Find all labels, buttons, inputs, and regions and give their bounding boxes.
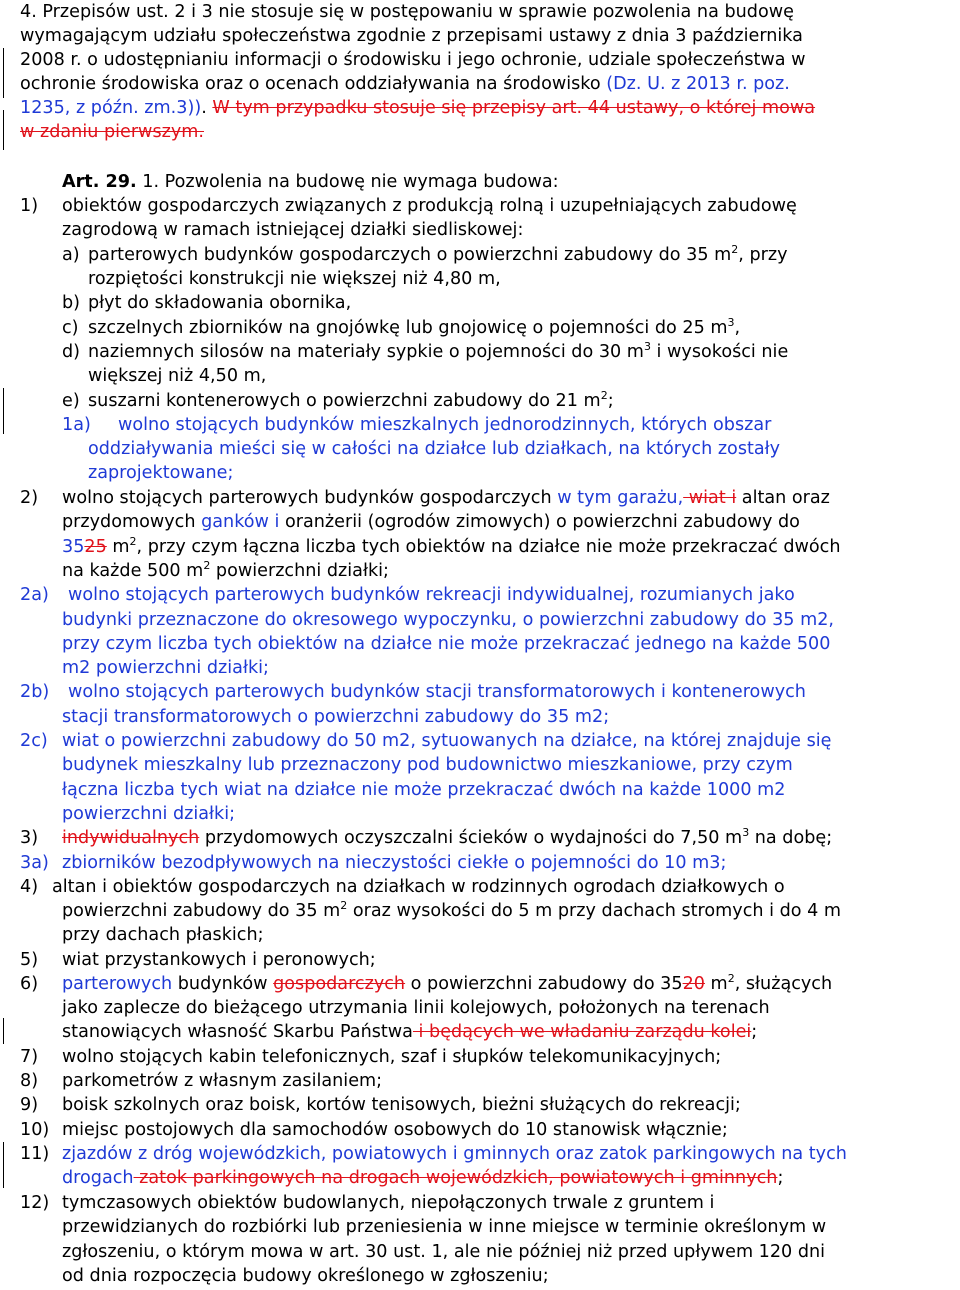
item-number: 2b)	[20, 682, 50, 702]
text-line: 1235, z późn. zm.3)). W tym przypadku stosuje się przepisy art. 44 ustawy, o której mowa	[20, 98, 816, 118]
item-number: 12)	[20, 1193, 50, 1213]
text-line: budynki przeznaczone do okresowego wypoczynku, o powierzchni zabudowy do 35 m2,	[62, 610, 834, 630]
text-line: zjazdów z dróg wojewódzkich, powiatowych i gminnych oraz zatok parkingowych na tych	[62, 1144, 847, 1164]
text-line: 4. Przepisów ust. 2 i 3 nie stosuje się w postępowaniu w sprawie pozwolenia na budowę	[20, 2, 794, 22]
text-line: ochronie środowiska oraz o ocenach oddziaływania na środowisko (Dz. U. z 2013 r. poz.	[20, 74, 790, 94]
item-number: 8)	[20, 1071, 39, 1091]
item-number: a)	[62, 245, 80, 265]
text-line: zbiorników bezodpływowych na nieczystości ciekłe o pojemności do 10 m3;	[62, 853, 727, 873]
text-line: przydomowych ganków i oranżerii (ogrodów zimowych) o powierzchni zabudowy do	[62, 512, 800, 532]
text-line: zaprojektowane;	[88, 463, 234, 483]
text-line: zagrodową w ramach istniejącej działki siedliskowej:	[62, 220, 524, 240]
item-number: 11)	[20, 1144, 50, 1164]
text-line: na każde 500 $m^2$ powierzchni działki;	[62, 559, 389, 581]
item-number: 10)	[20, 1120, 50, 1140]
change-bar	[3, 1018, 4, 1044]
item-number: 1)	[20, 196, 39, 216]
text-line: większej niż 4,50 m,	[88, 366, 267, 386]
text-line: od dnia rozpoczęcia budowy określonego w zgłoszeniu;	[62, 1266, 549, 1286]
change-bar	[3, 1142, 4, 1188]
text-line: parkometrów z własnym zasilaniem;	[62, 1071, 383, 1091]
item-number: 9)	[20, 1095, 39, 1115]
item-number: b)	[62, 293, 81, 313]
text-line: stacji transformatorowych o powierzchni zabudowy do 35 m2;	[62, 707, 610, 727]
text-line: łączna liczba tych wiat na działce nie może przekraczać dwóch na każde 1000 m2	[62, 780, 786, 800]
text-line: budynek mieszkalny lub przeznaczony pod budownictwo mieszkaniowe, przy czym	[62, 755, 793, 775]
article-heading: Art. 29. 1. Pozwolenia na budowę nie wymaga budowa:	[62, 172, 559, 192]
item-number: c)	[62, 318, 79, 338]
text-line: altan i obiektów gospodarczych na działkach w rodzinnych ogrodach działkowych o	[52, 877, 785, 897]
item-number: 7)	[20, 1047, 39, 1067]
item-number: 1a)	[62, 415, 91, 435]
text-line: rozpiętości konstrukcji nie większej niż 4,80 m,	[88, 269, 501, 289]
item-number: 3a)	[20, 853, 49, 873]
item-number: 2)	[20, 488, 39, 508]
text-line: boisk szkolnych oraz boisk, kortów tenisowych, bieżni służących do rekreacji;	[62, 1095, 741, 1115]
text-line: parterowych budynków gospodarczych o powierzchni zabudowy do 35 $m^2$, przy	[88, 243, 788, 265]
text-line: wiat o powierzchni zabudowy do 50 m2, sytuowanych na działce, na której znajduje się	[62, 731, 832, 751]
text-line: wolno stojących parterowych budynków stacji transformatorowych i kontenerowych	[68, 682, 806, 702]
text-line: zgłoszeniu, o którym mowa w art. 30 ust. 1, ale nie później niż przed upływem 120 dni	[62, 1242, 826, 1262]
text-line: m2 powierzchni działki;	[62, 658, 269, 678]
text-line: płyt do składowania obornika,	[88, 293, 352, 313]
item-number: d)	[62, 342, 81, 362]
item-number: 5)	[20, 950, 39, 970]
text-line: parterowych budynków gospodarczych o powierzchni zabudowy do 3520 $m^2$, służących	[62, 972, 833, 994]
text-line: obiektów gospodarczych związanych z produkcją rolną i uzupełniających zabudowę	[62, 196, 797, 216]
text-line: wiat przystankowych i peronowych;	[62, 950, 376, 970]
text-line: jako zaplecze do bieżącego utrzymania linii kolejowych, położonych na terenach	[62, 998, 770, 1018]
change-bar	[3, 48, 4, 98]
text-line: wolno stojących kabin telefonicznych, szaf i słupków telekomunikacyjnych;	[62, 1047, 722, 1067]
item-number: 2a)	[20, 585, 49, 605]
text-line: wolno stojących parterowych budynków rekreacji indywidualnej, rozumianych jako	[68, 585, 795, 605]
text-line: oddziaływania mieści się w całości na działce lub działkach, na których zostały	[88, 439, 781, 459]
item-number: 4)	[20, 877, 39, 897]
text-line: wolno stojących budynków mieszkalnych jednorodzinnych, których obszar	[118, 415, 772, 435]
text-line: miejsc postojowych dla samochodów osobowych do 10 stanowisk włącznie;	[62, 1120, 728, 1140]
text-line: suszarni kontenerowych o powierzchni zabudowy do 21 $m^2$;	[88, 389, 614, 411]
text-line: szczelnych zbiorników na gnojówkę lub gnojowicę o pojemności do 25 $m^3$,	[88, 316, 741, 338]
text-line: 2008 r. o udostępnianiu informacji o środowisku i jego ochronie, udziale społeczeństwa w	[20, 50, 806, 70]
item-number: 2c)	[20, 731, 48, 751]
text-line: indywidualnych przydomowych oczyszczalni ścieków o wydajności do 7,50 $m^3$ na dobę;	[62, 826, 833, 848]
text-line: wolno stojących parterowych budynków gospodarczych w tym garażu, wiat i altan oraz	[62, 488, 830, 508]
text-line: 3525 $m^2$, przy czym łączna liczba tych obiektów na działce nie może przekraczać dwóch	[62, 535, 841, 557]
text-line: przy dachach płaskich;	[62, 925, 264, 945]
item-number: 6)	[20, 974, 39, 994]
text-line: przy czym liczba tych obiektów na działce nie może przekraczać jednego na każde 500	[62, 634, 831, 654]
item-number: 3)	[20, 828, 39, 848]
text-line: w zdaniu pierwszym.	[20, 122, 204, 142]
change-bar	[3, 110, 4, 150]
text-line: tymczasowych obiektów budowlanych, niepołączonych trwale z gruntem i	[62, 1193, 715, 1213]
text-line: przewidzianych do rozbiórki lub przeniesienia w inne miejsce w terminie określonym w	[62, 1217, 827, 1237]
item-number: e)	[62, 391, 80, 411]
text-line: wymagającym udziału społeczeństwa zgodnie z przepisami ustawy z dnia 3 października	[20, 26, 803, 46]
text-line: powierzchni zabudowy do 35 $m^2$ oraz wysokości do 5 m przy dachach stromych i do 4 m	[62, 899, 842, 921]
text-line: drogach zatok parkingowych na drogach wojewódzkich, powiatowych i gminnych;	[62, 1168, 784, 1188]
text-line: naziemnych silosów na materiały sypkie o pojemności do 30 $m^3$ i wysokości nie	[88, 340, 789, 362]
text-line: stanowiących własność Skarbu Państwa i będących we władaniu zarządu kolei;	[62, 1022, 758, 1042]
text-line: powierzchni działki;	[62, 804, 236, 824]
change-bar	[3, 388, 4, 434]
